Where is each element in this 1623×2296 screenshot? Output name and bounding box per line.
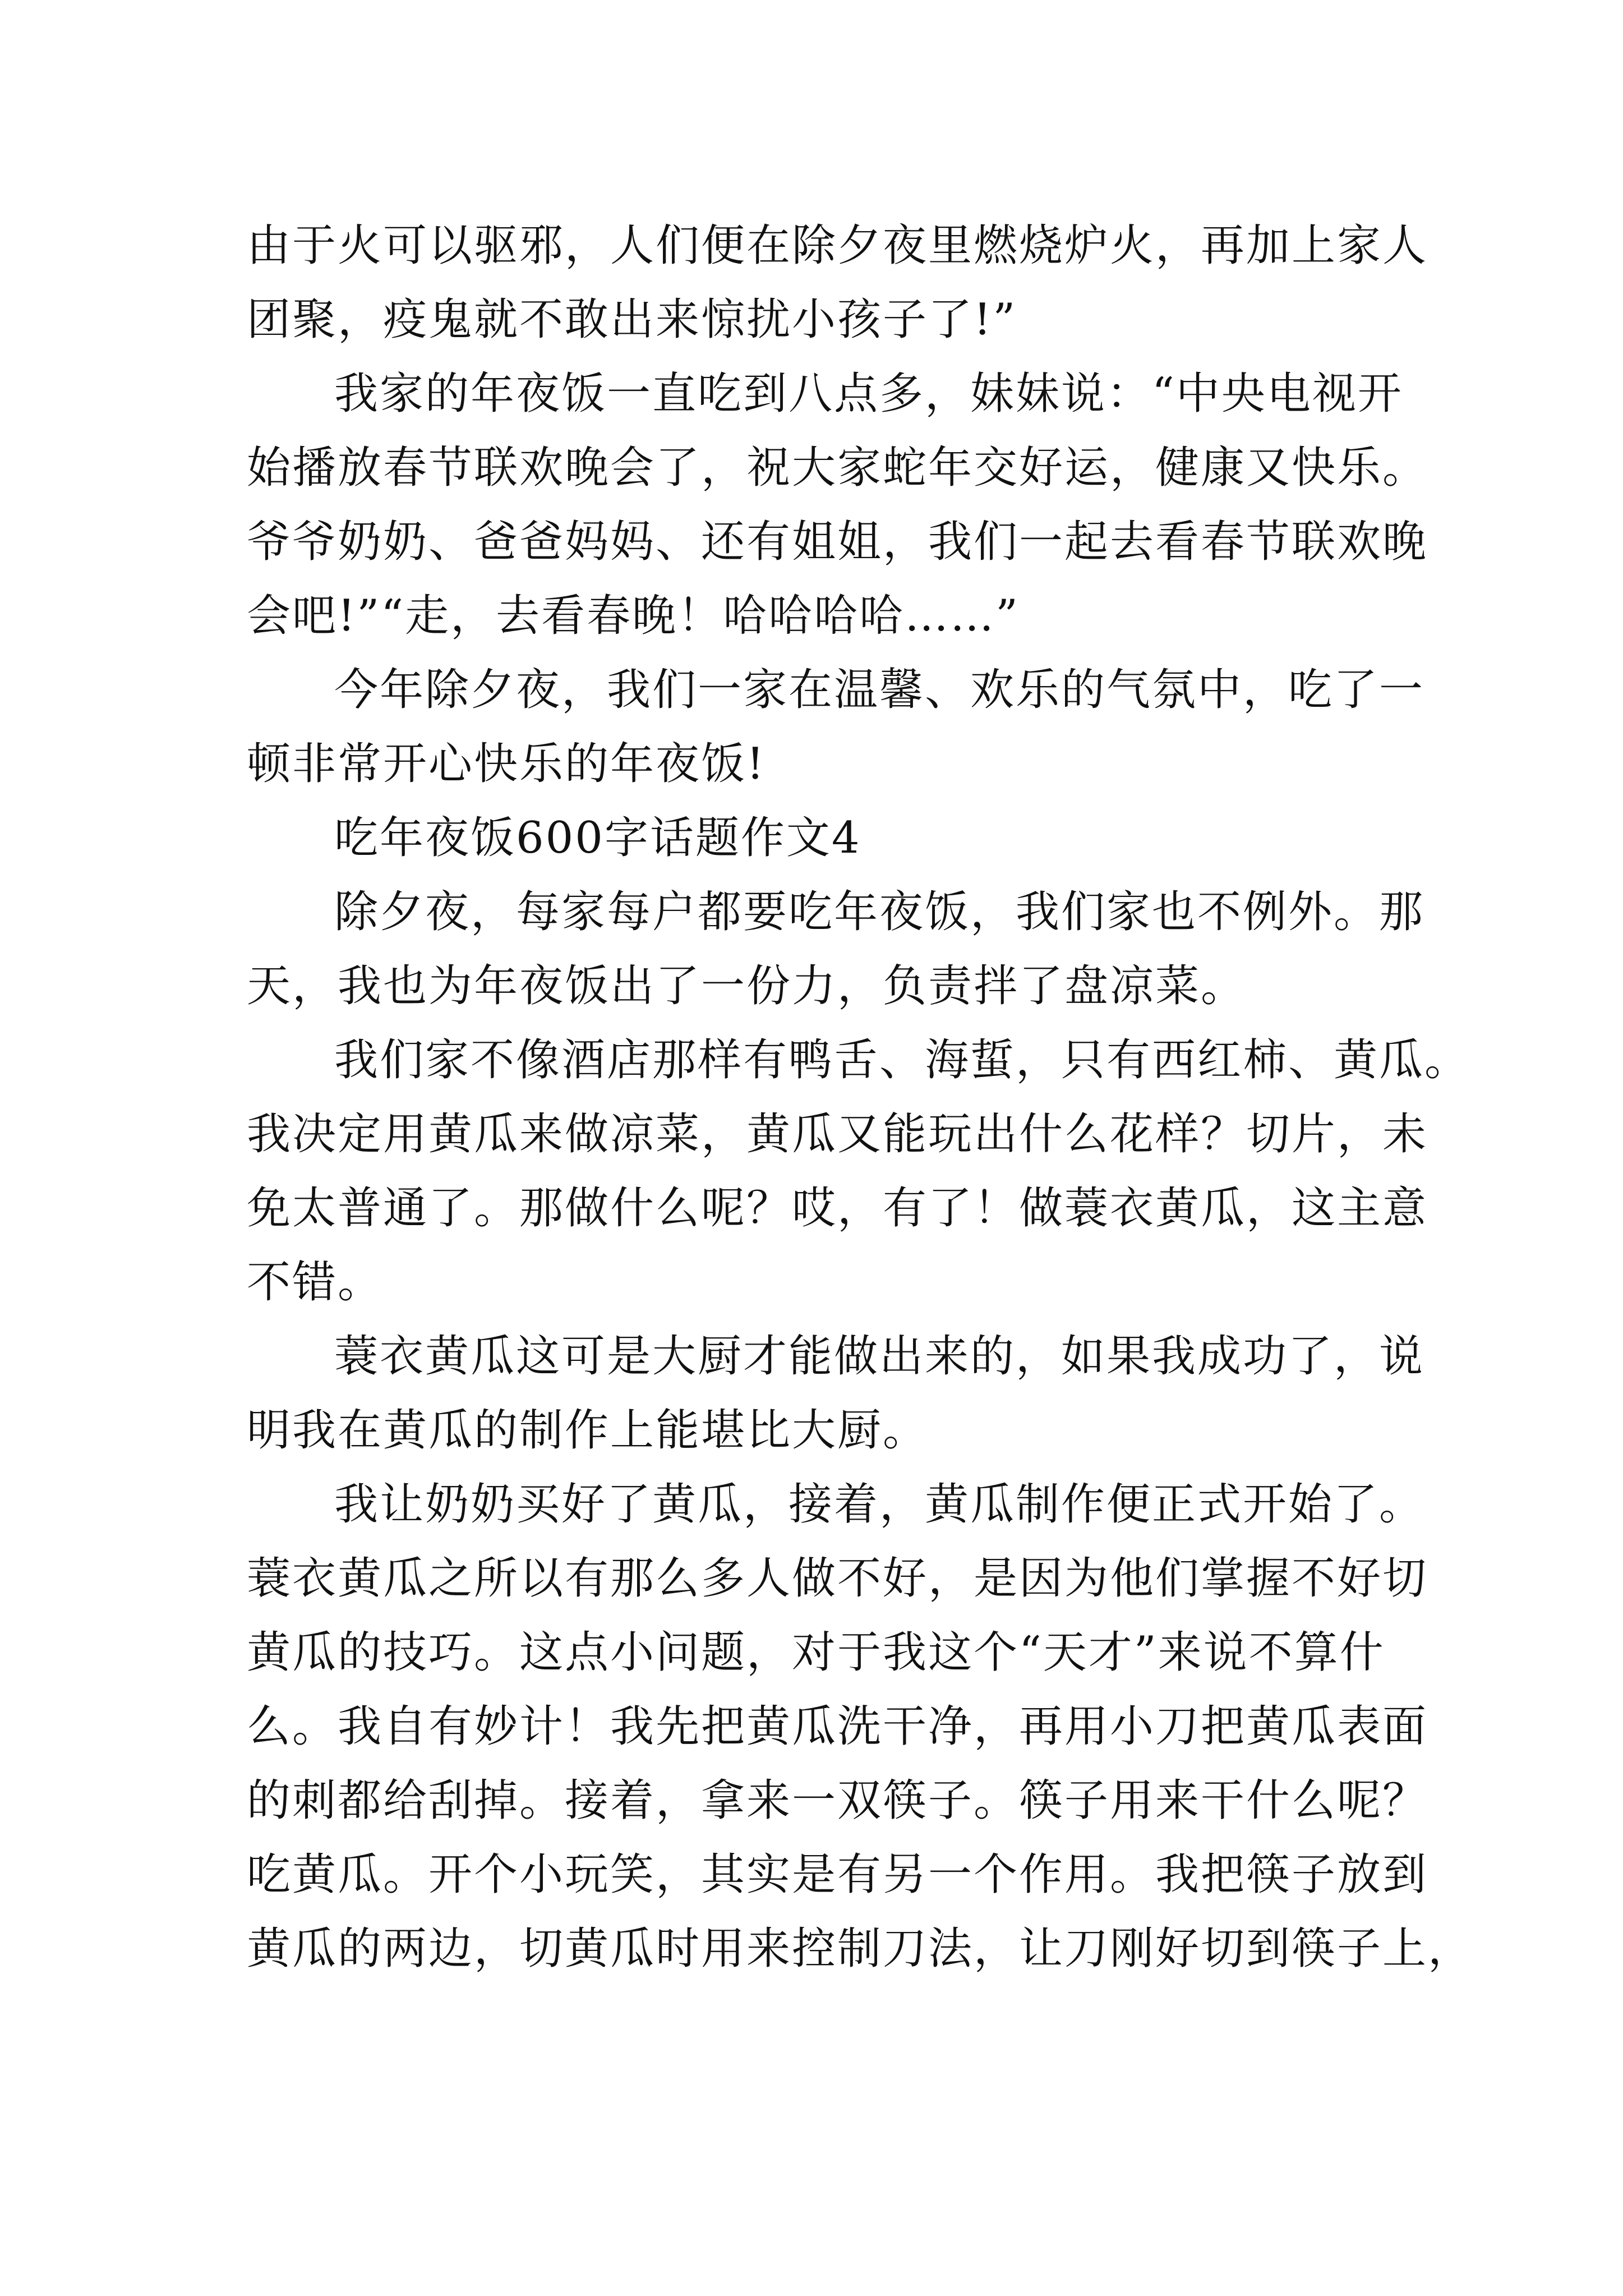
text-line: 我们家不像酒店那样有鸭舌、海蜇，只有西红柿、黄瓜。 — [334, 1035, 1470, 1085]
text-line: 明我在黄瓜的制作上能堪比大厨。 — [247, 1405, 929, 1456]
text-line: 天，我也为年夜饭出了一份力，负责拌了盘凉菜。 — [247, 961, 1247, 1011]
text-line: 蓑衣黄瓜之所以有那么多人做不好，是因为他们掌握不好切 — [247, 1553, 1428, 1604]
text-line: 蓑衣黄瓜这可是大厨才能做出来的，如果我成功了，说 — [334, 1331, 1425, 1382]
text-line: 的刺都给刮掉。接着，拿来一双筷子。筷子用来干什么呢？ — [247, 1775, 1428, 1826]
text-line: 顿非常开心快乐的年夜饭! — [247, 739, 766, 789]
text-line: 吃年夜饭600字话题作文4 — [334, 813, 861, 863]
text-line: 黄瓜的技巧。这点小问题，对于我这个“天才”来说不算什 — [247, 1627, 1385, 1678]
text-line: 团聚，疫鬼就不敢出来惊扰小孩子了!” — [247, 295, 1017, 345]
text-line: 爷爷奶奶、爸爸妈妈、还有姐姐，我们一起去看春节联欢晚 — [247, 517, 1428, 567]
text-line: 免太普通了。那做什么呢？哎，有了！做蓑衣黄瓜，这主意 — [247, 1183, 1428, 1234]
text-line: 会吧!”“走，去看春晚！哈哈哈哈……” — [247, 591, 1020, 641]
text-line: 不错。 — [247, 1257, 384, 1308]
text-line: 我家的年夜饭一直吃到八点多，妹妹说：“中央电视开 — [334, 369, 1403, 419]
text-line: 黄瓜的两边，切黄瓜时用来控制刀法，让刀刚好切到筷子上， — [247, 1924, 1474, 1974]
text-line: 由于火可以驱邪，人们便在除夕夜里燃烧炉火，再加上家人 — [247, 220, 1428, 271]
text-line: 么。我自有妙计！我先把黄瓜洗干净，再用小刀把黄瓜表面 — [247, 1701, 1428, 1752]
text-line: 今年除夕夜，我们一家在温馨、欢乐的气氛中，吃了一 — [334, 665, 1425, 715]
text-line: 除夕夜，每家每户都要吃年夜饭，我们家也不例外。那 — [334, 887, 1425, 937]
text-line: 始播放春节联欢晚会了，祝大家蛇年交好运，健康又快乐。 — [247, 443, 1428, 493]
text-line: 我决定用黄瓜来做凉菜，黄瓜又能玩出什么花样？切片，未 — [247, 1109, 1428, 1159]
text-line: 我让奶奶买好了黄瓜，接着，黄瓜制作便正式开始了。 — [334, 1479, 1425, 1530]
text-line: 吃黄瓜。开个小玩笑，其实是有另一个作用。我把筷子放到 — [247, 1849, 1428, 1900]
document-body — [247, 209, 1474, 1986]
